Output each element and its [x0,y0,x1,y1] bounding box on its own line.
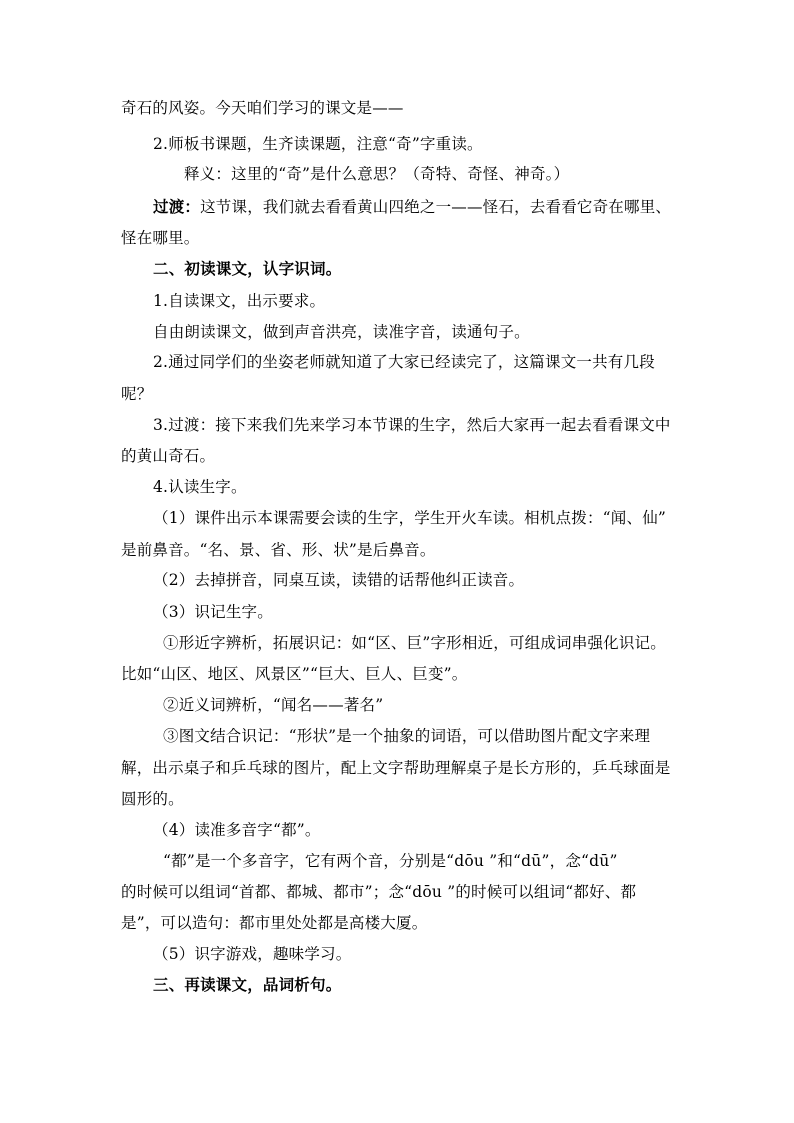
text-line: 2.师板书课题，生齐读课题，注意“奇”字重读。 [153,135,483,153]
text-line: 4.认读生字。 [153,478,247,496]
text-line: “都”是一个多音字，它有两个音，分别是“dōu ”和“dū”，念“dū” [163,852,618,870]
text-line: 的黄山奇石。 [121,447,216,465]
section-heading: 二、初读课文，认字识词。 [153,259,342,278]
section-heading: 三、再读课文，品词析句。 [153,975,342,994]
text-line: 圆形的。 [121,790,184,808]
text-line: （4）读准多音字“都”。 [153,821,321,839]
transition-label: 过渡： [153,197,201,216]
text-line: 释义：这里的“奇”是什么意思？（奇特、奇怪、神奇。） [184,165,570,183]
text-line: 是前鼻音。“名、景、省、形、状”是后鼻音。 [121,541,436,559]
transition-text: 这节课，我们就去看看黄山四绝之一——怪石，去看看它奇在哪里、 [200,198,672,216]
text-line: ①形近字辨析，拓展识记：如“区、巨”字形相近，可组成词串强化识记。 [163,634,666,652]
text-line: （2）去掉拼音，同桌互读，读错的话帮他纠正读音。 [153,571,525,589]
text-line: 解，出示桌子和乒乓球的图片，配上文字帮助理解桌子是长方形的，乒乓球面是 [121,759,671,777]
text-line: 1.自读课文，出示要求。 [153,292,326,310]
text-line: 奇石的风姿。今天咱们学习的课文是—— [121,99,404,117]
text-line [153,197,671,217]
text-line: 呢？ [121,385,153,403]
text-line: 3.过渡：接下来我们先来学习本节课的生字，然后大家再一起去看看课文中 [153,416,671,434]
text-line: （5）识字游戏，趣味学习。 [153,945,352,963]
text-line: ②近义词辨析，“闻名——著名” [163,696,384,714]
text-line: 自由朗读课文，做到声音洪亮，读准字音，读通句子。 [153,323,530,341]
text-line: （1）课件出示本课需要会读的生字，学生开火车读。相机点拨：“闻、仙” [153,509,667,527]
text-line: ③图文结合识记：“形状”是一个抽象的词语，可以借助图片配文字来理 [163,727,651,745]
text-line: 2.通过同学们的坐姿老师就知道了大家已经读完了，这篇课文一共有几段 [153,353,655,371]
text-line: 的时候可以组词“首都、都城、都市”；念“dōu ”的时候可以组词“都好、都 [121,883,637,901]
text-line: 是”，可以造句：都市里处处都是高楼大厦。 [121,914,428,932]
text-line: 比如“山区、地区、风景区”“巨大、巨人、巨变”。 [121,665,468,683]
text-line: （3）识记生字。 [153,603,273,621]
text-line: 怪在哪里。 [121,229,200,247]
